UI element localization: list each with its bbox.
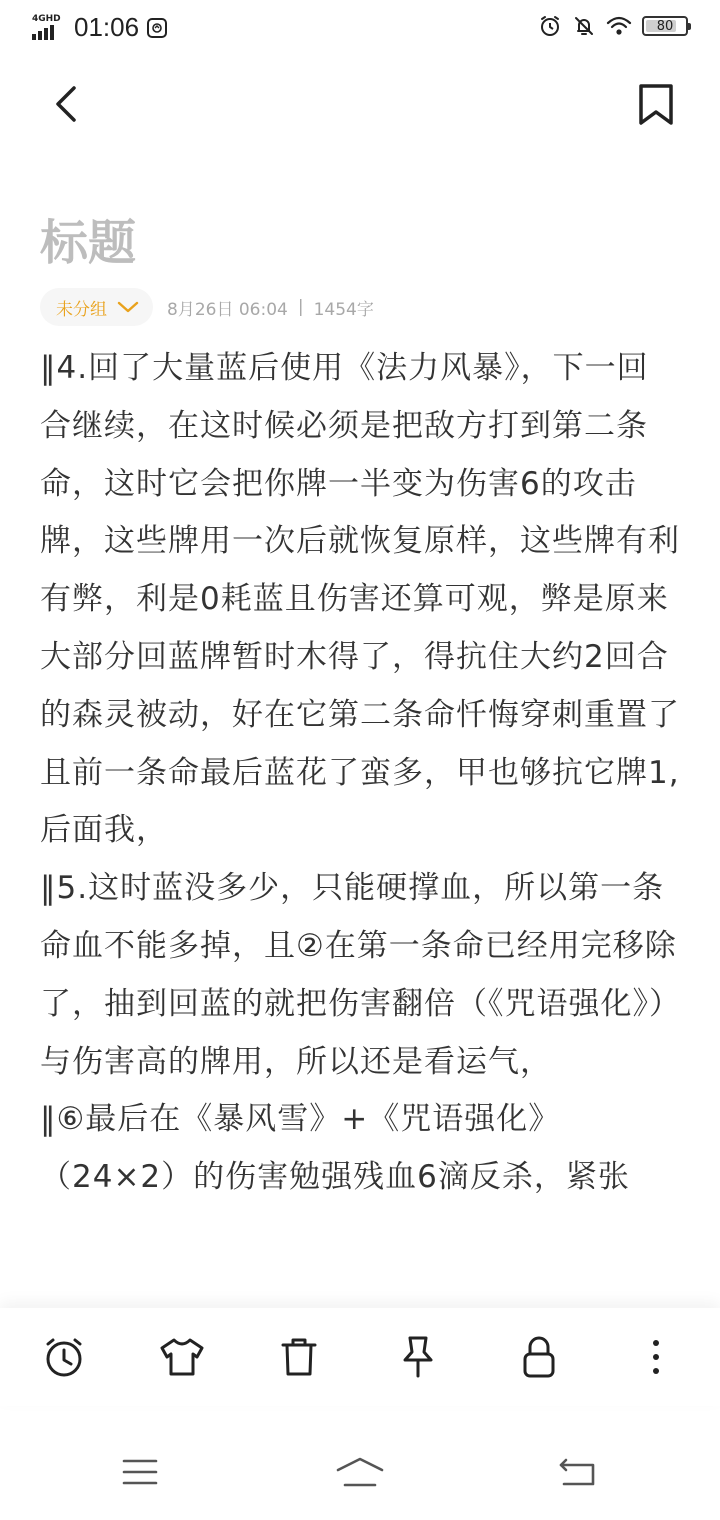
reminder-button[interactable] [39, 1332, 89, 1382]
battery-icon [642, 16, 688, 36]
pin-button[interactable] [393, 1332, 443, 1382]
back-button[interactable] [44, 82, 88, 126]
wifi-icon [606, 15, 632, 37]
recent-apps-button[interactable] [110, 1450, 170, 1494]
note-paragraph: ‖4.回了大量蓝后使用《法力风暴》，下一回合继续，在这时候必须是把敌方打到第二条命，这时它会把你牌一半变为伤害6的攻击牌，这些牌用一次后就恢复原样，这些牌有利有弊，利是0耗蓝且伤害还算可观，弊是原来大部分回蓝牌暂时木得了，得抗住大约2回合的森灵被动，好在它第二条命忏悔穿刺重置了且前一条命最后蓝花了蛮多，甲也够抗它牌1,后面我， [40, 350, 680, 849]
lock-icon [521, 1334, 557, 1380]
lock-button[interactable] [514, 1332, 564, 1382]
status-time: 01:06 [74, 12, 140, 42]
home-icon [335, 1456, 385, 1488]
bookmark-button[interactable] [632, 80, 680, 128]
note-paragraph: ‖⑥最后在《暴风雪》+《咒语强化》（24×2）的伤害勉强残血6滴反杀，紧张 [40, 1101, 630, 1196]
system-back-button[interactable] [548, 1450, 608, 1494]
group-selector[interactable] [40, 288, 153, 326]
mute-icon [572, 14, 596, 38]
alarm-clock-icon [42, 1335, 86, 1379]
system-navigation-bar [0, 1406, 720, 1520]
bottom-toolbar [0, 1308, 720, 1406]
theme-button[interactable] [157, 1332, 207, 1382]
status-bar-right [538, 14, 688, 38]
pin-icon [398, 1334, 438, 1380]
app-notification-icon [147, 18, 167, 38]
note-title[interactable]: 标题 [40, 215, 137, 271]
delete-button[interactable] [274, 1332, 324, 1382]
menu-icon [122, 1458, 158, 1486]
chevron-down-icon [117, 300, 139, 314]
note-info [167, 295, 374, 320]
trash-icon [279, 1335, 319, 1379]
meta-separator: | [297, 297, 304, 317]
shirt-icon [159, 1335, 205, 1379]
note-date: 8月26日 06:04 [167, 299, 288, 320]
chevron-left-icon [44, 82, 88, 126]
note-body[interactable] [40, 340, 680, 1308]
more-button[interactable] [631, 1332, 681, 1382]
word-count: 1454字 [313, 299, 374, 320]
home-button[interactable] [330, 1450, 390, 1494]
status-bar [0, 0, 720, 56]
bookmark-icon [632, 80, 680, 128]
more-vertical-icon [650, 1337, 662, 1377]
note-meta [40, 287, 374, 327]
signal-icon [32, 14, 66, 42]
group-label: 未分组 [56, 299, 107, 320]
back-icon [558, 1456, 598, 1488]
network-type-label: 4GHD [32, 13, 61, 24]
note-paragraph: ‖5.这时蓝没多少，只能硬撑血，所以第一条命血不能多掉，且②在第一条命已经用完移除了，抽到回蓝的就把伤害翻倍（《咒语强化》）与伤害高的牌用，所以还是看运气， [40, 870, 677, 1080]
alarm-icon [538, 14, 562, 38]
battery-level: 80 [656, 18, 674, 34]
status-bar-left [32, 12, 167, 43]
